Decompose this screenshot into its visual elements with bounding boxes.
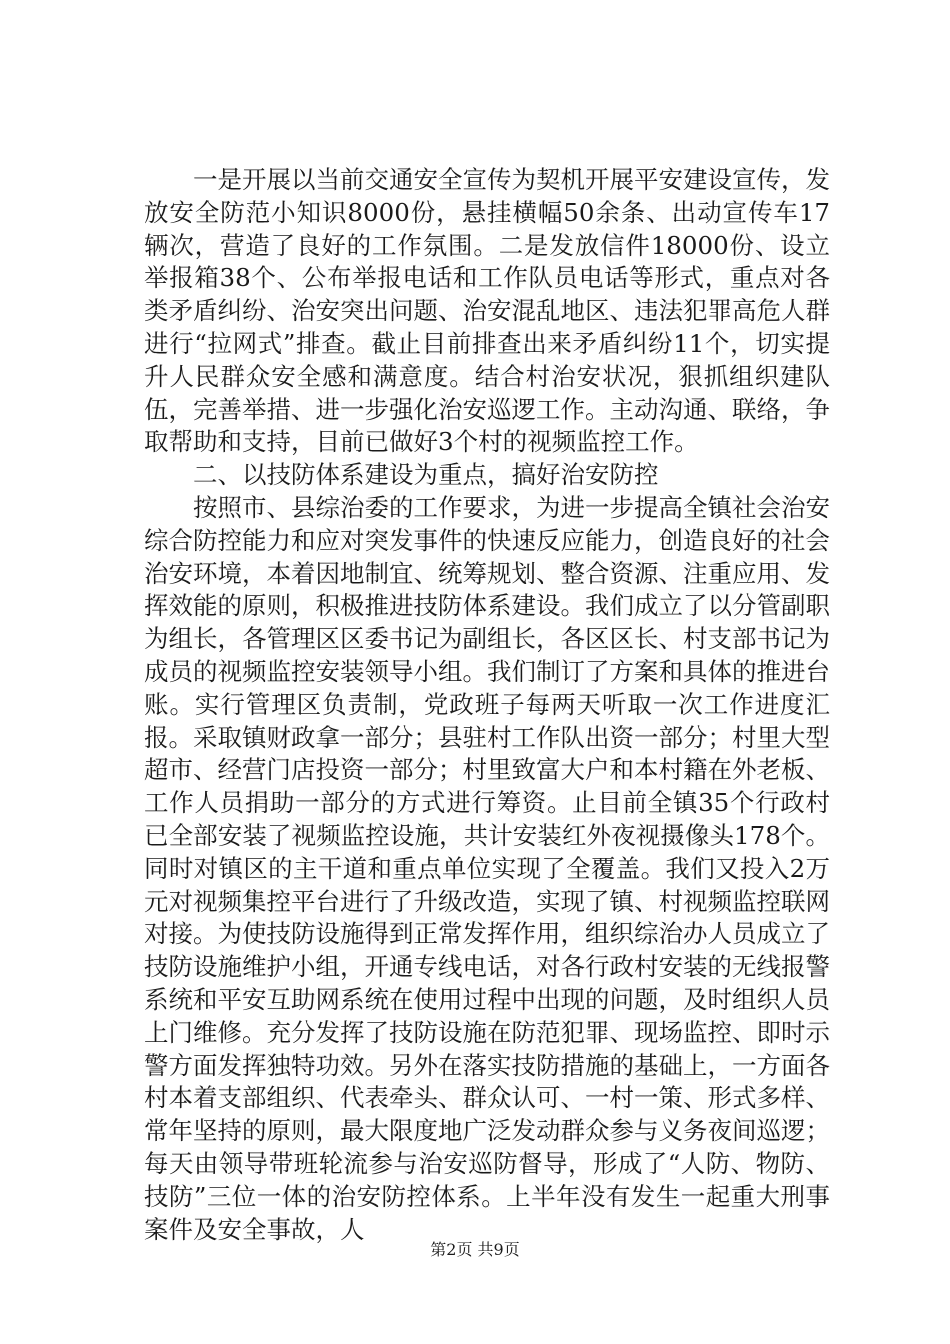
paragraph-tech-prevention-system: 按照市、县综治委的工作要求，为进一步提高全镇社会治安综合防控能力和应对突发事件的快速反应能力，创造良好的社会治安环境，本着因地制宜、统筹规划、整合资源、注重应用、发挥效能的原则，积极推进技防体系建设。我们成立了以分管副职为组长，各管理区区委书记为副组长，各区区长、村支部书记为成员的视频监控安装领导小组。我们制订了方案和具体的推进台账。实行管理区负责制，党政班子每两天听取一次工作进度汇报。采取镇财政拿一部分；县驻村工作队出资一部分；村里大型超市、经营门店投资一部分；村里致富大户和本村籍在外老板、工作人员捐助一部分的方式进行筹资。止目前全镇35个行政村已全部安装了视频监控设施，共计安装红外夜视摄像头178个。同时对镇区的主干道和重点单位实现了全覆盖。我们又投入2万元对视频集控平台进行了升级改造，实现了镇、村视频监控联网对接。为使技防设施得到正常发挥作用，组织综治办人员成立了技防设施维护小组，开通专线电话，对各行政村安装的无线报警系统和平安互助网系统在使用过程中出现的问题，及时组织人员上门维修。充分发挥了技防设施在防范犯罪、现场监控、即时示警方面发挥独特功效。另外在落实技防措施的基础上，一方面各村本着支部组织、代表牵头、群众认可、一村一策、形式多样、常年坚持的原则，最大限度地广泛发动群众参与义务夜间巡逻；每天由领导带班轮流参与治安巡防督导，形成了“人防、物防、技防”三位一体的治安防控体系。上半年没有发生一起重大刑事案件及安全事故，人 — [144, 492, 830, 1244]
page-number-footer: 第2页 共9页 — [430, 1240, 520, 1259]
paragraph-publicity-investigation: 一是开展以当前交通安全宣传为契机开展平安建设宣传，发放安全防范小知识8000份，悬挂横幅50余条、出动宣传车17辆次，营造了良好的工作氛围。二是发放信件18000份、设立举报箱38个、公布举报电话和工作队员电话等形式，重点对各类矛盾纠纷、治安突出问题、治安混乱地区、违法犯罪高危人群进行“拉网式”排查。截止目前排查出来矛盾纠纷11个，切实提升人民群众安全感和满意度。结合村治安状况，狠抓组织建队伍，完善举措、进一步强化治安巡逻工作。主动沟通、联络，争取帮助和支持，目前已做好3个村的视频监控工作。 — [144, 165, 830, 457]
section-heading-tech-prevention: 二、以技防体系建设为重点，搞好治安防控 — [193, 460, 659, 490]
document-body — [144, 164, 830, 1246]
